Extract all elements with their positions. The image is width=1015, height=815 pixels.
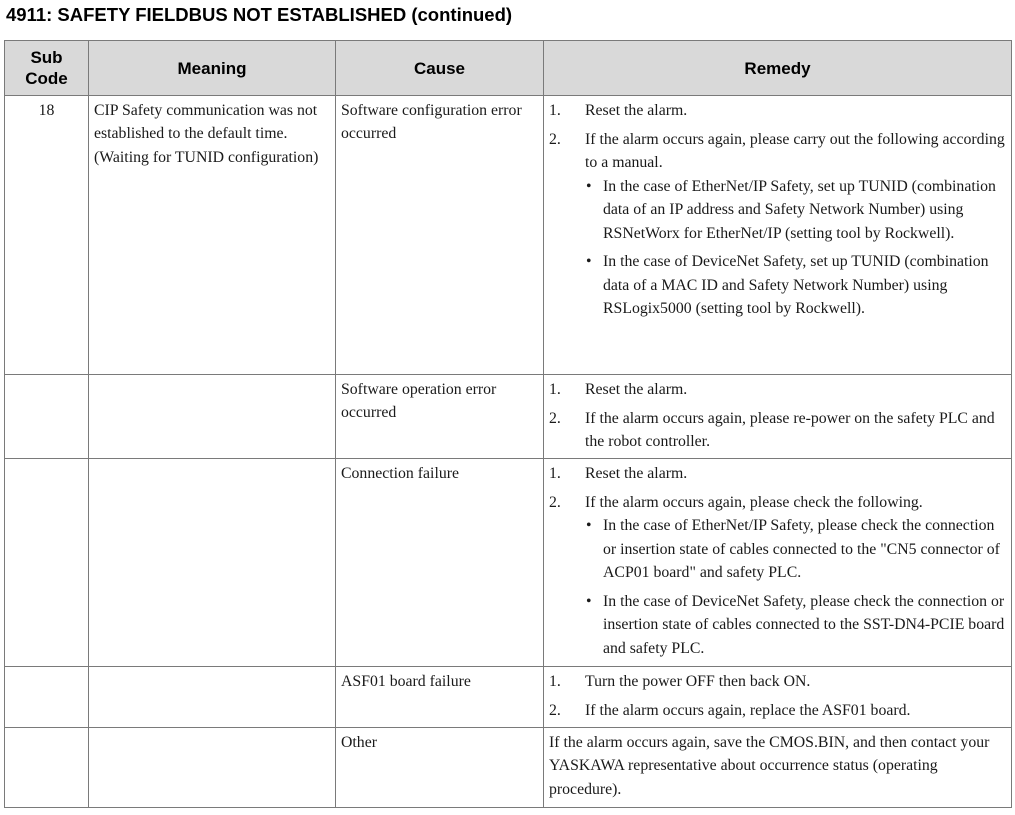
bullet-icon: • <box>586 253 592 271</box>
table-row <box>5 459 1012 667</box>
header-remedy: Remedy <box>544 41 1012 96</box>
table-row <box>5 728 1012 808</box>
meaning-cell <box>89 728 336 808</box>
bullet-text: In the case of DeviceNet Safety, set up TUNID (combination data of a MAC ID and Safety Network Number) using RSLogix5000 (setting tool by Rockwell). <box>603 253 989 318</box>
header-cause: Cause <box>336 41 544 96</box>
sub-code-cell: 18 <box>5 96 89 375</box>
remedy-step <box>549 699 1006 722</box>
step-text: Reset the alarm. <box>585 465 688 482</box>
table-row <box>5 667 1012 728</box>
remedy-step <box>549 670 1006 693</box>
cause-cell: ASF01 board failure <box>336 667 544 728</box>
cause-cell: Software operation error occurred <box>336 375 544 459</box>
cause-cell: Other <box>336 728 544 808</box>
bullet-text: In the case of EtherNet/IP Safety, set up TUNID (combination data of an IP address and Safety Network Number) using RSNetWorx for EtherNet/IP (setting tool by Rockwell). <box>603 177 996 242</box>
remedy-bullet <box>585 590 1006 660</box>
remedy-step <box>549 378 1006 401</box>
step-text: If the alarm occurs again, please re-power on the safety PLC and the robot controller. <box>585 409 995 451</box>
bullet-text: In the case of EtherNet/IP Safety, please check the connection or insertion state of cables connected to the "CN5 connector of ACP01 board" and safety PLC. <box>603 517 1000 582</box>
cause-cell: Software configuration error occurred <box>336 96 544 375</box>
sub-code-cell <box>5 459 89 667</box>
alarm-table <box>4 40 1012 808</box>
sub-code-cell <box>5 375 89 459</box>
step-number: 2. <box>549 701 561 719</box>
page-title: 4911: SAFETY FIELDBUS NOT ESTABLISHED (continued) <box>6 4 513 25</box>
remedy-cell <box>544 459 1012 667</box>
step-text: Reset the alarm. <box>585 102 688 119</box>
step-number: 1. <box>549 673 561 690</box>
step-number: 2. <box>549 493 561 511</box>
remedy-cell: If the alarm occurs again, save the CMOS.BIN, and then contact your YASKAWA representative about occurrence status (operating procedure). <box>544 728 1012 808</box>
remedy-cell <box>544 667 1012 728</box>
remedy-step <box>549 128 1006 321</box>
step-text: Reset the alarm. <box>585 381 688 398</box>
step-text <box>585 491 1006 660</box>
remedy-step <box>549 99 1006 122</box>
step-number: 1. <box>549 102 561 119</box>
bullet-icon: • <box>586 593 592 611</box>
step-number: 2. <box>549 409 561 427</box>
header-sub-code <box>5 41 89 96</box>
remedy-step <box>549 407 1006 454</box>
step-number: 2. <box>549 130 561 148</box>
step-text: If the alarm occurs again, replace the ASF01 board. <box>585 701 911 719</box>
remedy-bullet <box>585 514 1006 584</box>
step-text-body: If the alarm occurs again, please carry out the following according to a manual. <box>585 130 1005 172</box>
remedy-cell <box>544 96 1012 375</box>
table-row <box>5 96 1012 375</box>
bullet-icon: • <box>586 517 592 535</box>
remedy-step <box>549 462 1006 485</box>
header-meaning: Meaning <box>89 41 336 96</box>
bullet-icon: • <box>586 177 592 195</box>
table-row <box>5 375 1012 459</box>
meaning-cell <box>89 459 336 667</box>
remedy-cell <box>544 375 1012 459</box>
sub-code-cell <box>5 667 89 728</box>
remedy-bullet <box>585 175 1006 245</box>
cause-cell: Connection failure <box>336 459 544 667</box>
remedy-step <box>549 491 1006 660</box>
meaning-cell: CIP Safety communication was not established to the default time.(Waiting for TUNID configuration) <box>89 96 336 375</box>
header-sub-code-line2: Code <box>25 69 68 88</box>
header-sub-code-line1: Sub <box>30 48 63 67</box>
step-number: 1. <box>549 381 561 398</box>
meaning-cell <box>89 375 336 459</box>
meaning-cell <box>89 667 336 728</box>
remedy-bullet <box>585 250 1006 320</box>
sub-code-cell <box>5 728 89 808</box>
step-number: 1. <box>549 465 561 482</box>
table-header-row <box>5 41 1012 96</box>
step-text-body: If the alarm occurs again, please check the following. <box>585 493 923 511</box>
step-text <box>585 128 1006 321</box>
step-text: Turn the power OFF then back ON. <box>585 673 811 690</box>
bullet-text: In the case of DeviceNet Safety, please check the connection or insertion state of cables connected to the SST-DN4-PCIE board and safety PLC. <box>603 593 1005 657</box>
